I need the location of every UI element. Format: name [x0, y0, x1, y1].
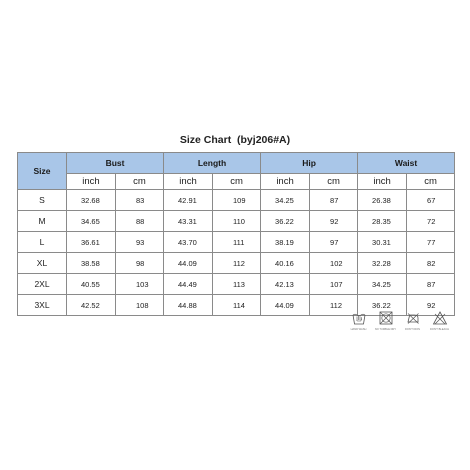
table-cell: 112	[213, 253, 261, 274]
table-cell: 111	[213, 232, 261, 253]
table-cell: 98	[116, 253, 164, 274]
care-item	[400, 310, 425, 331]
table-cell: 32.28	[358, 253, 407, 274]
table-cell: 43.70	[164, 232, 213, 253]
table-cell: 108	[116, 295, 164, 316]
table-cell: 26.38	[358, 190, 407, 211]
table-cell: 44.49	[164, 274, 213, 295]
care-item	[373, 310, 398, 331]
table-cell: 92	[407, 295, 455, 316]
care-label: DON'T IRON	[404, 328, 420, 331]
table-cell: 36.22	[358, 295, 407, 316]
table-cell: 32.68	[67, 190, 116, 211]
table-cell: 30.31	[358, 232, 407, 253]
size-rows	[18, 190, 455, 316]
table-cell: 36.22	[261, 211, 310, 232]
table-cell: 110	[213, 211, 261, 232]
table-cell: 36.61	[67, 232, 116, 253]
table-cell: 112	[310, 295, 358, 316]
table-cell: 42.91	[164, 190, 213, 211]
unit-header: inch	[261, 174, 310, 190]
table-cell: 109	[213, 190, 261, 211]
hand-wash-icon	[351, 310, 367, 326]
table-cell: 43.31	[164, 211, 213, 232]
size-label: XL	[18, 253, 67, 274]
table-cell: 92	[310, 211, 358, 232]
unit-header: inch	[67, 174, 116, 190]
unit-header: cm	[407, 174, 455, 190]
table-row	[18, 211, 455, 232]
table-row	[18, 232, 455, 253]
table-cell: 77	[407, 232, 455, 253]
table-cell: 28.35	[358, 211, 407, 232]
table-cell: 38.19	[261, 232, 310, 253]
table-row	[18, 190, 455, 211]
table-cell: 44.09	[164, 253, 213, 274]
do-not-iron-icon	[405, 310, 421, 326]
table-cell: 40.16	[261, 253, 310, 274]
table-cell: 87	[407, 274, 455, 295]
table-cell: 113	[213, 274, 261, 295]
unit-header: cm	[213, 174, 261, 190]
care-item	[346, 310, 371, 331]
table-cell: 88	[116, 211, 164, 232]
unit-header: cm	[310, 174, 358, 190]
unit-header-row	[18, 174, 455, 190]
table-cell: 34.65	[67, 211, 116, 232]
table-cell: 97	[310, 232, 358, 253]
bust-header: Bust	[67, 153, 164, 174]
unit-header: inch	[164, 174, 213, 190]
table-row	[18, 253, 455, 274]
unit-header: inch	[358, 174, 407, 190]
do-not-bleach-icon	[432, 310, 448, 326]
table-cell: 82	[407, 253, 455, 274]
table-cell: 107	[310, 274, 358, 295]
table-cell: 87	[310, 190, 358, 211]
table-cell: 83	[116, 190, 164, 211]
table-cell: 40.55	[67, 274, 116, 295]
care-item	[427, 310, 452, 331]
table-cell: 102	[310, 253, 358, 274]
table-row	[18, 274, 455, 295]
table-cell: 72	[407, 211, 455, 232]
table-cell: 93	[116, 232, 164, 253]
table-cell: 44.88	[164, 295, 213, 316]
care-label: DON'T BLEACH	[430, 328, 449, 331]
table-cell: 44.09	[261, 295, 310, 316]
size-label: 2XL	[18, 274, 67, 295]
table-cell: 34.25	[261, 190, 310, 211]
size-column-header: Size	[18, 153, 67, 190]
table-cell: 103	[116, 274, 164, 295]
hip-header: Hip	[261, 153, 358, 174]
group-header-row	[18, 153, 455, 174]
table-cell: 114	[213, 295, 261, 316]
no-tumble-dry-icon	[378, 310, 394, 326]
care-label: NO TUMBLE DRY	[374, 328, 397, 331]
size-label: L	[18, 232, 67, 253]
page-title: Size Chart (byj206#A)	[179, 134, 291, 146]
length-header: Length	[164, 153, 261, 174]
table-cell: 42.13	[261, 274, 310, 295]
table-cell: 42.52	[67, 295, 116, 316]
unit-header: cm	[116, 174, 164, 190]
waist-header: Waist	[358, 153, 455, 174]
care-label: HAND WASH	[350, 328, 367, 331]
care-instructions	[346, 310, 452, 331]
size-label: M	[18, 211, 67, 232]
size-label: 3XL	[18, 295, 67, 316]
table-cell: 38.58	[67, 253, 116, 274]
table-cell: 67	[407, 190, 455, 211]
table-cell: 34.25	[358, 274, 407, 295]
size-table	[17, 152, 455, 316]
size-label: S	[18, 190, 67, 211]
